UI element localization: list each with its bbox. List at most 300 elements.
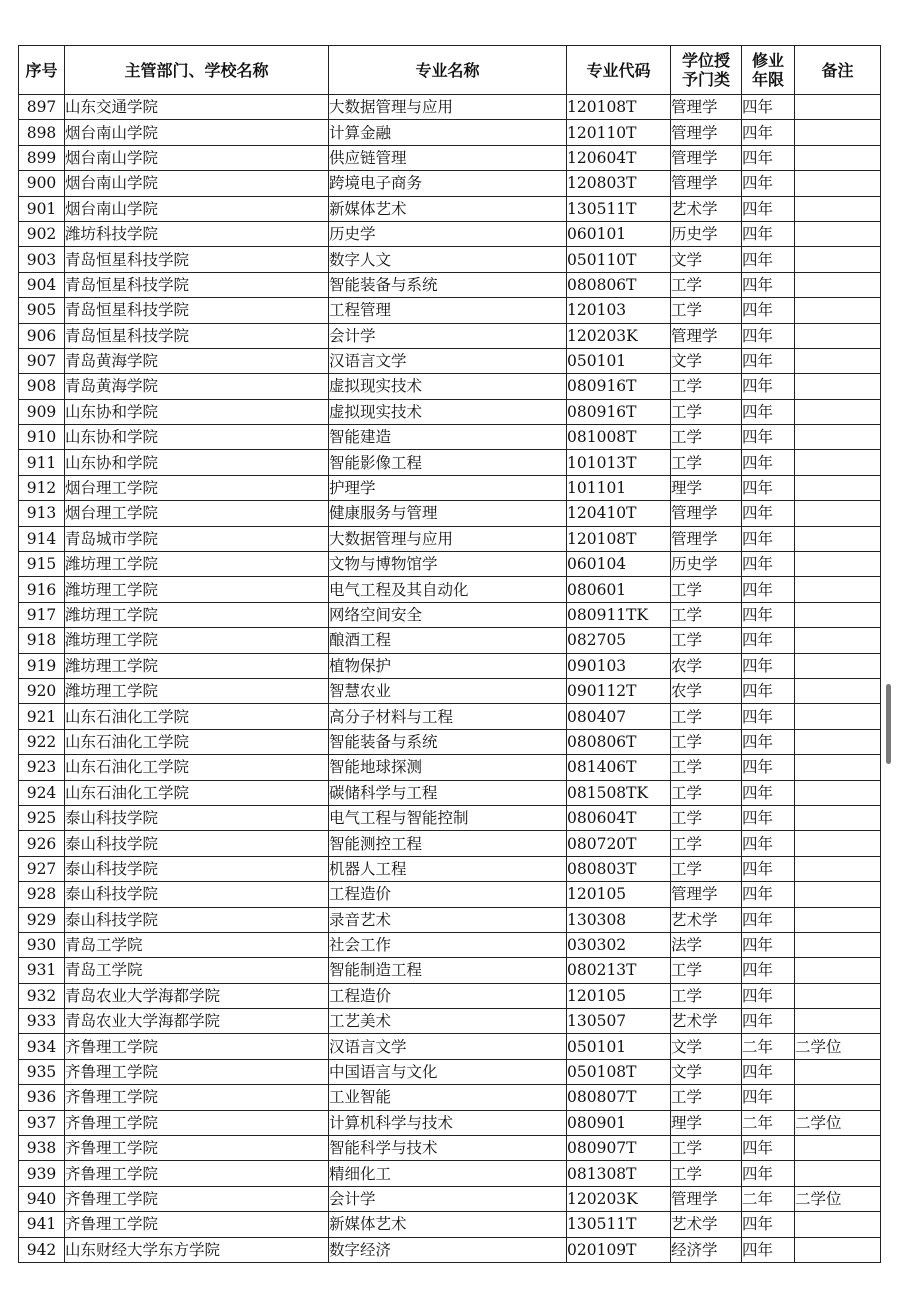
degree-category: 农学 bbox=[671, 678, 742, 703]
remark bbox=[795, 1085, 881, 1110]
major-code: 020109T bbox=[567, 1237, 671, 1262]
major-code: 080720T bbox=[567, 831, 671, 856]
degree-category: 经济学 bbox=[671, 1237, 742, 1262]
remark bbox=[795, 298, 881, 323]
table-body bbox=[19, 95, 881, 1263]
row-number: 939 bbox=[19, 1161, 65, 1186]
study-years: 四年 bbox=[742, 729, 795, 754]
major-name: 大数据管理与应用 bbox=[329, 526, 567, 551]
row-number: 897 bbox=[19, 95, 65, 120]
row-number: 933 bbox=[19, 1009, 65, 1034]
degree-category: 工学 bbox=[671, 958, 742, 983]
major-code: 120110T bbox=[567, 120, 671, 145]
study-years: 四年 bbox=[742, 805, 795, 830]
school-name: 泰山科技学院 bbox=[65, 856, 329, 881]
remark bbox=[795, 475, 881, 500]
table-row bbox=[19, 1237, 881, 1262]
school-name: 青岛黄海学院 bbox=[65, 348, 329, 373]
remark bbox=[795, 729, 881, 754]
major-name: 数字经济 bbox=[329, 1237, 567, 1262]
header-category-line1: 学位授 bbox=[681, 51, 730, 70]
header-row bbox=[19, 46, 881, 95]
remark bbox=[795, 399, 881, 424]
major-name: 酿酒工程 bbox=[329, 628, 567, 653]
major-name: 电气工程及其自动化 bbox=[329, 577, 567, 602]
major-name: 碳储科学与工程 bbox=[329, 780, 567, 805]
table-row bbox=[19, 958, 881, 983]
remark bbox=[795, 374, 881, 399]
major-name: 中国语言与文化 bbox=[329, 1059, 567, 1084]
major-code: 081008T bbox=[567, 425, 671, 450]
major-name: 跨境电子商务 bbox=[329, 171, 567, 196]
table-row bbox=[19, 1085, 881, 1110]
major-name: 文物与博物馆学 bbox=[329, 552, 567, 577]
major-name: 录音艺术 bbox=[329, 907, 567, 932]
header-no: 序号 bbox=[19, 46, 65, 95]
major-name: 智能装备与系统 bbox=[329, 272, 567, 297]
study-years: 四年 bbox=[742, 1161, 795, 1186]
school-name: 潍坊理工学院 bbox=[65, 552, 329, 577]
school-name: 泰山科技学院 bbox=[65, 907, 329, 932]
study-years: 四年 bbox=[742, 602, 795, 627]
study-years: 四年 bbox=[742, 1237, 795, 1262]
degree-category: 工学 bbox=[671, 1136, 742, 1161]
study-years: 四年 bbox=[742, 755, 795, 780]
study-years: 四年 bbox=[742, 628, 795, 653]
major-code: 130511T bbox=[567, 196, 671, 221]
study-years: 四年 bbox=[742, 348, 795, 373]
remark: 二学位 bbox=[795, 1186, 881, 1211]
degree-category: 工学 bbox=[671, 298, 742, 323]
school-name: 烟台理工学院 bbox=[65, 501, 329, 526]
degree-category: 工学 bbox=[671, 399, 742, 424]
row-number: 900 bbox=[19, 171, 65, 196]
major-code: 130511T bbox=[567, 1212, 671, 1237]
major-name: 数字人文 bbox=[329, 247, 567, 272]
major-code: 120203K bbox=[567, 323, 671, 348]
table-row bbox=[19, 1136, 881, 1161]
major-name: 电气工程与智能控制 bbox=[329, 805, 567, 830]
row-number: 910 bbox=[19, 425, 65, 450]
major-name: 社会工作 bbox=[329, 932, 567, 957]
major-code: 080213T bbox=[567, 958, 671, 983]
major-name: 智能影像工程 bbox=[329, 450, 567, 475]
major-name: 智能建造 bbox=[329, 425, 567, 450]
table-row bbox=[19, 1161, 881, 1186]
table-row bbox=[19, 1034, 881, 1059]
study-years: 四年 bbox=[742, 196, 795, 221]
school-name: 泰山科技学院 bbox=[65, 831, 329, 856]
remark bbox=[795, 247, 881, 272]
row-number: 934 bbox=[19, 1034, 65, 1059]
major-code: 081406T bbox=[567, 755, 671, 780]
table-row bbox=[19, 120, 881, 145]
study-years: 四年 bbox=[742, 907, 795, 932]
major-code: 120803T bbox=[567, 171, 671, 196]
school-name: 齐鲁理工学院 bbox=[65, 1110, 329, 1135]
table-row bbox=[19, 552, 881, 577]
row-number: 924 bbox=[19, 780, 65, 805]
study-years: 二年 bbox=[742, 1034, 795, 1059]
study-years: 四年 bbox=[742, 577, 795, 602]
degree-category: 管理学 bbox=[671, 526, 742, 551]
school-name: 青岛恒星科技学院 bbox=[65, 247, 329, 272]
table-row bbox=[19, 374, 881, 399]
remark bbox=[795, 1212, 881, 1237]
vertical-scrollbar[interactable] bbox=[886, 684, 891, 764]
row-number: 942 bbox=[19, 1237, 65, 1262]
major-name: 虚拟现实技术 bbox=[329, 399, 567, 424]
major-name: 健康服务与管理 bbox=[329, 501, 567, 526]
row-number: 925 bbox=[19, 805, 65, 830]
major-name: 高分子材料与工程 bbox=[329, 704, 567, 729]
school-name: 山东石油化工学院 bbox=[65, 704, 329, 729]
major-code: 030302 bbox=[567, 932, 671, 957]
major-code: 080807T bbox=[567, 1085, 671, 1110]
study-years: 四年 bbox=[742, 501, 795, 526]
major-name: 会计学 bbox=[329, 323, 567, 348]
school-name: 齐鲁理工学院 bbox=[65, 1059, 329, 1084]
major-code: 050110T bbox=[567, 247, 671, 272]
row-number: 923 bbox=[19, 755, 65, 780]
study-years: 四年 bbox=[742, 120, 795, 145]
remark bbox=[795, 450, 881, 475]
major-code: 090103 bbox=[567, 653, 671, 678]
degree-category: 管理学 bbox=[671, 145, 742, 170]
school-name: 青岛工学院 bbox=[65, 932, 329, 957]
school-name: 山东石油化工学院 bbox=[65, 755, 329, 780]
major-code: 101101 bbox=[567, 475, 671, 500]
table-row bbox=[19, 882, 881, 907]
study-years: 四年 bbox=[742, 1059, 795, 1084]
table-row bbox=[19, 1059, 881, 1084]
degree-category: 文学 bbox=[671, 348, 742, 373]
table-row bbox=[19, 628, 881, 653]
remark bbox=[795, 501, 881, 526]
major-name: 智能制造工程 bbox=[329, 958, 567, 983]
study-years: 二年 bbox=[742, 1186, 795, 1211]
study-years: 四年 bbox=[742, 704, 795, 729]
row-number: 911 bbox=[19, 450, 65, 475]
major-code: 080407 bbox=[567, 704, 671, 729]
major-name: 智能装备与系统 bbox=[329, 729, 567, 754]
major-code: 120108T bbox=[567, 95, 671, 120]
major-name: 工程造价 bbox=[329, 983, 567, 1008]
table-row bbox=[19, 272, 881, 297]
row-number: 941 bbox=[19, 1212, 65, 1237]
degree-category: 历史学 bbox=[671, 221, 742, 246]
table-row bbox=[19, 450, 881, 475]
school-name: 烟台南山学院 bbox=[65, 120, 329, 145]
study-years: 四年 bbox=[742, 526, 795, 551]
remark bbox=[795, 882, 881, 907]
row-number: 915 bbox=[19, 552, 65, 577]
study-years: 四年 bbox=[742, 374, 795, 399]
table-row bbox=[19, 348, 881, 373]
table-row bbox=[19, 425, 881, 450]
row-number: 914 bbox=[19, 526, 65, 551]
table-row bbox=[19, 1186, 881, 1211]
remark bbox=[795, 780, 881, 805]
major-code: 090112T bbox=[567, 678, 671, 703]
major-name: 工业智能 bbox=[329, 1085, 567, 1110]
remark bbox=[795, 95, 881, 120]
major-name: 新媒体艺术 bbox=[329, 196, 567, 221]
school-name: 潍坊理工学院 bbox=[65, 602, 329, 627]
major-code: 120103 bbox=[567, 298, 671, 323]
degree-category: 工学 bbox=[671, 450, 742, 475]
school-name: 齐鲁理工学院 bbox=[65, 1085, 329, 1110]
remark bbox=[795, 145, 881, 170]
major-code: 120108T bbox=[567, 526, 671, 551]
study-years: 四年 bbox=[742, 932, 795, 957]
degree-category: 管理学 bbox=[671, 1186, 742, 1211]
major-name: 网络空间安全 bbox=[329, 602, 567, 627]
school-name: 山东石油化工学院 bbox=[65, 729, 329, 754]
school-name: 青岛工学院 bbox=[65, 958, 329, 983]
major-name: 汉语言文学 bbox=[329, 348, 567, 373]
table-row bbox=[19, 831, 881, 856]
major-code: 081508TK bbox=[567, 780, 671, 805]
degree-category: 法学 bbox=[671, 932, 742, 957]
major-name: 工程管理 bbox=[329, 298, 567, 323]
major-code: 050101 bbox=[567, 1034, 671, 1059]
school-name: 烟台南山学院 bbox=[65, 145, 329, 170]
school-name: 泰山科技学院 bbox=[65, 805, 329, 830]
degree-category: 管理学 bbox=[671, 323, 742, 348]
row-number: 898 bbox=[19, 120, 65, 145]
study-years: 四年 bbox=[742, 1085, 795, 1110]
degree-category: 历史学 bbox=[671, 552, 742, 577]
remark bbox=[795, 348, 881, 373]
table-row bbox=[19, 907, 881, 932]
major-name: 工艺美术 bbox=[329, 1009, 567, 1034]
remark bbox=[795, 602, 881, 627]
header-category-line2: 予门类 bbox=[681, 70, 730, 89]
table-row bbox=[19, 678, 881, 703]
school-name: 齐鲁理工学院 bbox=[65, 1186, 329, 1211]
study-years: 四年 bbox=[742, 831, 795, 856]
school-name: 烟台南山学院 bbox=[65, 171, 329, 196]
degree-category: 工学 bbox=[671, 577, 742, 602]
major-name: 汉语言文学 bbox=[329, 1034, 567, 1059]
remark bbox=[795, 932, 881, 957]
major-name: 工程造价 bbox=[329, 882, 567, 907]
major-name: 智能地球探测 bbox=[329, 755, 567, 780]
header-category bbox=[671, 46, 742, 95]
study-years: 四年 bbox=[742, 145, 795, 170]
major-name: 计算机科学与技术 bbox=[329, 1110, 567, 1135]
school-name: 泰山科技学院 bbox=[65, 882, 329, 907]
degree-category: 工学 bbox=[671, 856, 742, 881]
major-name: 智能测控工程 bbox=[329, 831, 567, 856]
remark bbox=[795, 323, 881, 348]
degree-category: 文学 bbox=[671, 1059, 742, 1084]
major-name: 大数据管理与应用 bbox=[329, 95, 567, 120]
header-years-line1: 修业 bbox=[751, 51, 784, 70]
school-name: 齐鲁理工学院 bbox=[65, 1161, 329, 1186]
school-name: 山东石油化工学院 bbox=[65, 780, 329, 805]
school-name: 青岛黄海学院 bbox=[65, 374, 329, 399]
degree-category: 艺术学 bbox=[671, 1212, 742, 1237]
major-code: 081308T bbox=[567, 1161, 671, 1186]
study-years: 四年 bbox=[742, 323, 795, 348]
degree-category: 工学 bbox=[671, 755, 742, 780]
table-row bbox=[19, 704, 881, 729]
row-number: 908 bbox=[19, 374, 65, 399]
row-number: 931 bbox=[19, 958, 65, 983]
table-row bbox=[19, 298, 881, 323]
remark bbox=[795, 221, 881, 246]
study-years: 四年 bbox=[742, 1212, 795, 1237]
table-row bbox=[19, 145, 881, 170]
study-years: 四年 bbox=[742, 1009, 795, 1034]
table-row bbox=[19, 602, 881, 627]
degree-category: 管理学 bbox=[671, 501, 742, 526]
remark bbox=[795, 831, 881, 856]
majors-table bbox=[18, 45, 881, 1263]
table-row bbox=[19, 577, 881, 602]
remark bbox=[795, 171, 881, 196]
study-years: 四年 bbox=[742, 653, 795, 678]
school-name: 齐鲁理工学院 bbox=[65, 1034, 329, 1059]
remark bbox=[795, 552, 881, 577]
row-number: 916 bbox=[19, 577, 65, 602]
major-code: 120105 bbox=[567, 983, 671, 1008]
remark bbox=[795, 628, 881, 653]
school-name: 烟台理工学院 bbox=[65, 475, 329, 500]
major-code: 120604T bbox=[567, 145, 671, 170]
degree-category: 农学 bbox=[671, 653, 742, 678]
remark bbox=[795, 1009, 881, 1034]
degree-category: 工学 bbox=[671, 983, 742, 1008]
study-years: 四年 bbox=[742, 425, 795, 450]
table-row bbox=[19, 932, 881, 957]
row-number: 918 bbox=[19, 628, 65, 653]
major-name: 智慧农业 bbox=[329, 678, 567, 703]
row-number: 940 bbox=[19, 1186, 65, 1211]
table-row bbox=[19, 323, 881, 348]
table-row bbox=[19, 475, 881, 500]
remark bbox=[795, 958, 881, 983]
remark bbox=[795, 907, 881, 932]
table-row bbox=[19, 221, 881, 246]
degree-category: 管理学 bbox=[671, 882, 742, 907]
degree-category: 工学 bbox=[671, 831, 742, 856]
major-name: 精细化工 bbox=[329, 1161, 567, 1186]
degree-category: 工学 bbox=[671, 374, 742, 399]
remark bbox=[795, 653, 881, 678]
row-number: 919 bbox=[19, 653, 65, 678]
row-number: 930 bbox=[19, 932, 65, 957]
degree-category: 管理学 bbox=[671, 95, 742, 120]
table-row bbox=[19, 247, 881, 272]
school-name: 潍坊理工学院 bbox=[65, 653, 329, 678]
degree-category: 工学 bbox=[671, 272, 742, 297]
header-major: 专业名称 bbox=[329, 46, 567, 95]
study-years: 四年 bbox=[742, 983, 795, 1008]
study-years: 四年 bbox=[742, 95, 795, 120]
degree-category: 管理学 bbox=[671, 171, 742, 196]
study-years: 四年 bbox=[742, 856, 795, 881]
school-name: 潍坊理工学院 bbox=[65, 577, 329, 602]
row-number: 937 bbox=[19, 1110, 65, 1135]
school-name: 山东交通学院 bbox=[65, 95, 329, 120]
remark bbox=[795, 425, 881, 450]
degree-category: 工学 bbox=[671, 1085, 742, 1110]
row-number: 905 bbox=[19, 298, 65, 323]
row-number: 906 bbox=[19, 323, 65, 348]
school-name: 潍坊理工学院 bbox=[65, 678, 329, 703]
remark bbox=[795, 1136, 881, 1161]
major-code: 080907T bbox=[567, 1136, 671, 1161]
row-number: 913 bbox=[19, 501, 65, 526]
table-row bbox=[19, 780, 881, 805]
major-code: 130507 bbox=[567, 1009, 671, 1034]
study-years: 四年 bbox=[742, 958, 795, 983]
school-name: 齐鲁理工学院 bbox=[65, 1212, 329, 1237]
row-number: 902 bbox=[19, 221, 65, 246]
degree-category: 艺术学 bbox=[671, 1009, 742, 1034]
major-code: 050108T bbox=[567, 1059, 671, 1084]
remark: 二学位 bbox=[795, 1034, 881, 1059]
school-name: 青岛恒星科技学院 bbox=[65, 298, 329, 323]
major-code: 080911TK bbox=[567, 602, 671, 627]
school-name: 烟台南山学院 bbox=[65, 196, 329, 221]
degree-category: 工学 bbox=[671, 602, 742, 627]
major-code: 120203K bbox=[567, 1186, 671, 1211]
remark bbox=[795, 577, 881, 602]
degree-category: 工学 bbox=[671, 729, 742, 754]
major-name: 虚拟现实技术 bbox=[329, 374, 567, 399]
study-years: 四年 bbox=[742, 1136, 795, 1161]
school-name: 山东协和学院 bbox=[65, 450, 329, 475]
row-number: 899 bbox=[19, 145, 65, 170]
degree-category: 理学 bbox=[671, 475, 742, 500]
major-name: 植物保护 bbox=[329, 653, 567, 678]
row-number: 936 bbox=[19, 1085, 65, 1110]
table-row bbox=[19, 171, 881, 196]
school-name: 潍坊理工学院 bbox=[65, 628, 329, 653]
study-years: 四年 bbox=[742, 247, 795, 272]
degree-category: 艺术学 bbox=[671, 196, 742, 221]
major-code: 080916T bbox=[567, 374, 671, 399]
header-note: 备注 bbox=[795, 46, 881, 95]
major-name: 会计学 bbox=[329, 1186, 567, 1211]
row-number: 927 bbox=[19, 856, 65, 881]
remark bbox=[795, 1237, 881, 1262]
remark bbox=[795, 678, 881, 703]
table-row bbox=[19, 729, 881, 754]
row-number: 922 bbox=[19, 729, 65, 754]
remark bbox=[795, 120, 881, 145]
school-name: 青岛农业大学海都学院 bbox=[65, 983, 329, 1008]
header-years-line2: 年限 bbox=[751, 70, 784, 89]
school-name: 青岛恒星科技学院 bbox=[65, 272, 329, 297]
major-name: 计算金融 bbox=[329, 120, 567, 145]
study-years: 四年 bbox=[742, 552, 795, 577]
degree-category: 工学 bbox=[671, 805, 742, 830]
school-name: 山东协和学院 bbox=[65, 425, 329, 450]
table-row bbox=[19, 755, 881, 780]
remark bbox=[795, 805, 881, 830]
major-code: 120410T bbox=[567, 501, 671, 526]
row-number: 926 bbox=[19, 831, 65, 856]
major-code: 050101 bbox=[567, 348, 671, 373]
degree-category: 理学 bbox=[671, 1110, 742, 1135]
remark bbox=[795, 755, 881, 780]
major-code: 080806T bbox=[567, 729, 671, 754]
